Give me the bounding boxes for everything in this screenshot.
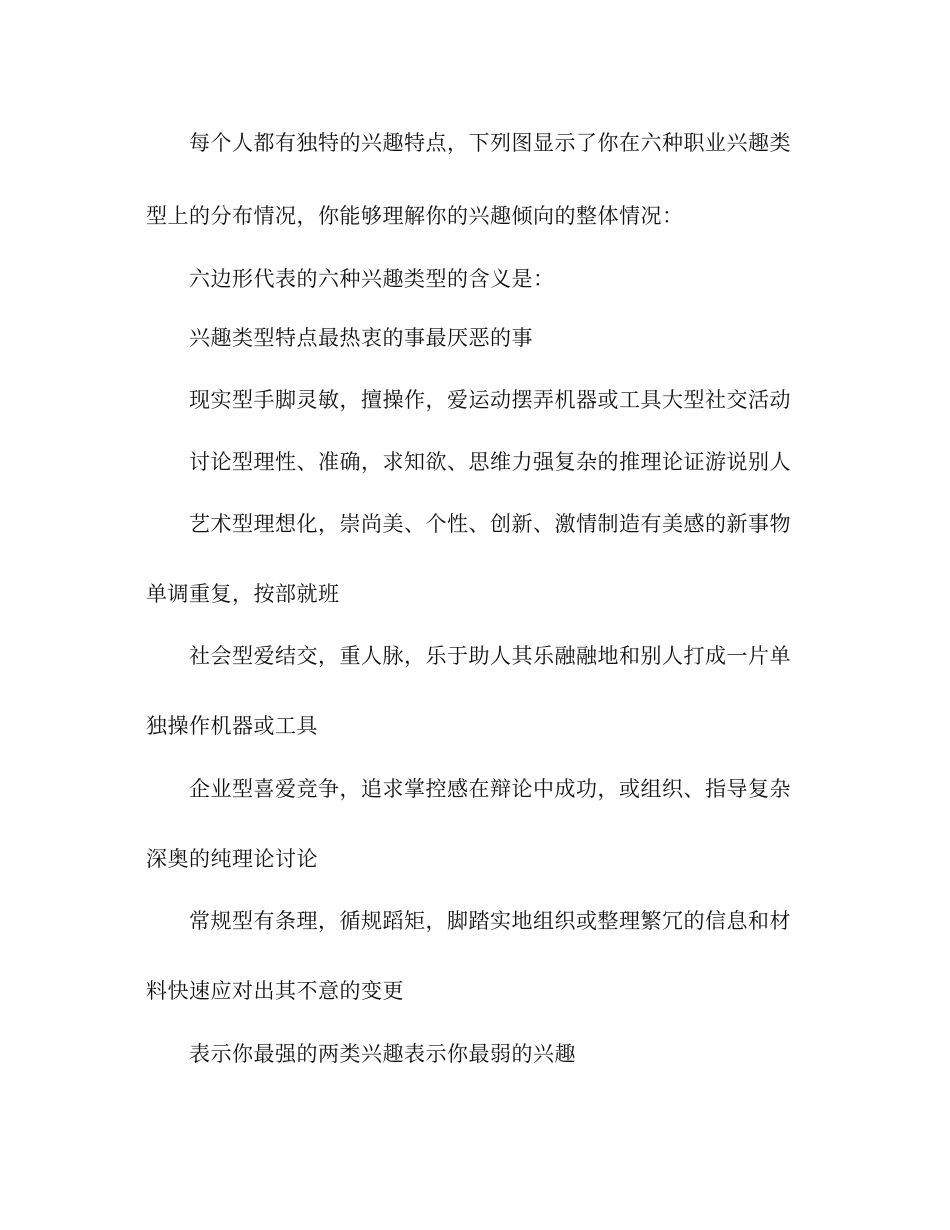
investigative-type-line: 讨论型理性、准确，求知欲、思维力强复杂的推理论证游说别人	[189, 450, 791, 474]
social-type-line-1: 社会型爱结交，重人脉，乐于助人其乐融融地和别人打成一片单	[189, 644, 791, 668]
social-type-line-2: 独操作机器或工具	[146, 714, 318, 738]
table-header-line: 兴趣类型特点最热衷的事最厌恶的事	[189, 326, 533, 350]
artistic-type-line-2: 单调重复，按部就班	[146, 582, 340, 606]
hexagon-meaning-heading: 六边形代表的六种兴趣类型的含义是：	[189, 267, 555, 291]
conventional-type-line-1: 常规型有条理，循规蹈矩，脚踏实地组织或整理繁冗的信息和材	[189, 909, 791, 933]
strongest-weakest-line: 表示你最强的两类兴趣表示你最弱的兴趣	[189, 1042, 576, 1066]
enterprising-type-line-2: 深奥的纯理论讨论	[146, 847, 318, 871]
conventional-type-line-2: 料快速应对出其不意的变更	[146, 979, 404, 1003]
artistic-type-line-1: 艺术型理想化，崇尚美、个性、创新、激情制造有美感的新事物	[189, 512, 791, 536]
enterprising-type-line-1: 企业型喜爱竞争，追求掌控感在辩论中成功，或组织、指导复杂	[189, 777, 791, 801]
paragraph-intro-line-1: 每个人都有独特的兴趣特点，下列图显示了你在六种职业兴趣类	[189, 131, 791, 155]
paragraph-intro-line-2: 型上的分布情况，你能够理解你的兴趣倾向的整体情况：	[146, 204, 684, 228]
realistic-type-line: 现实型手脚灵敏，擅操作，爱运动摆弄机器或工具大型社交活动	[189, 388, 791, 412]
